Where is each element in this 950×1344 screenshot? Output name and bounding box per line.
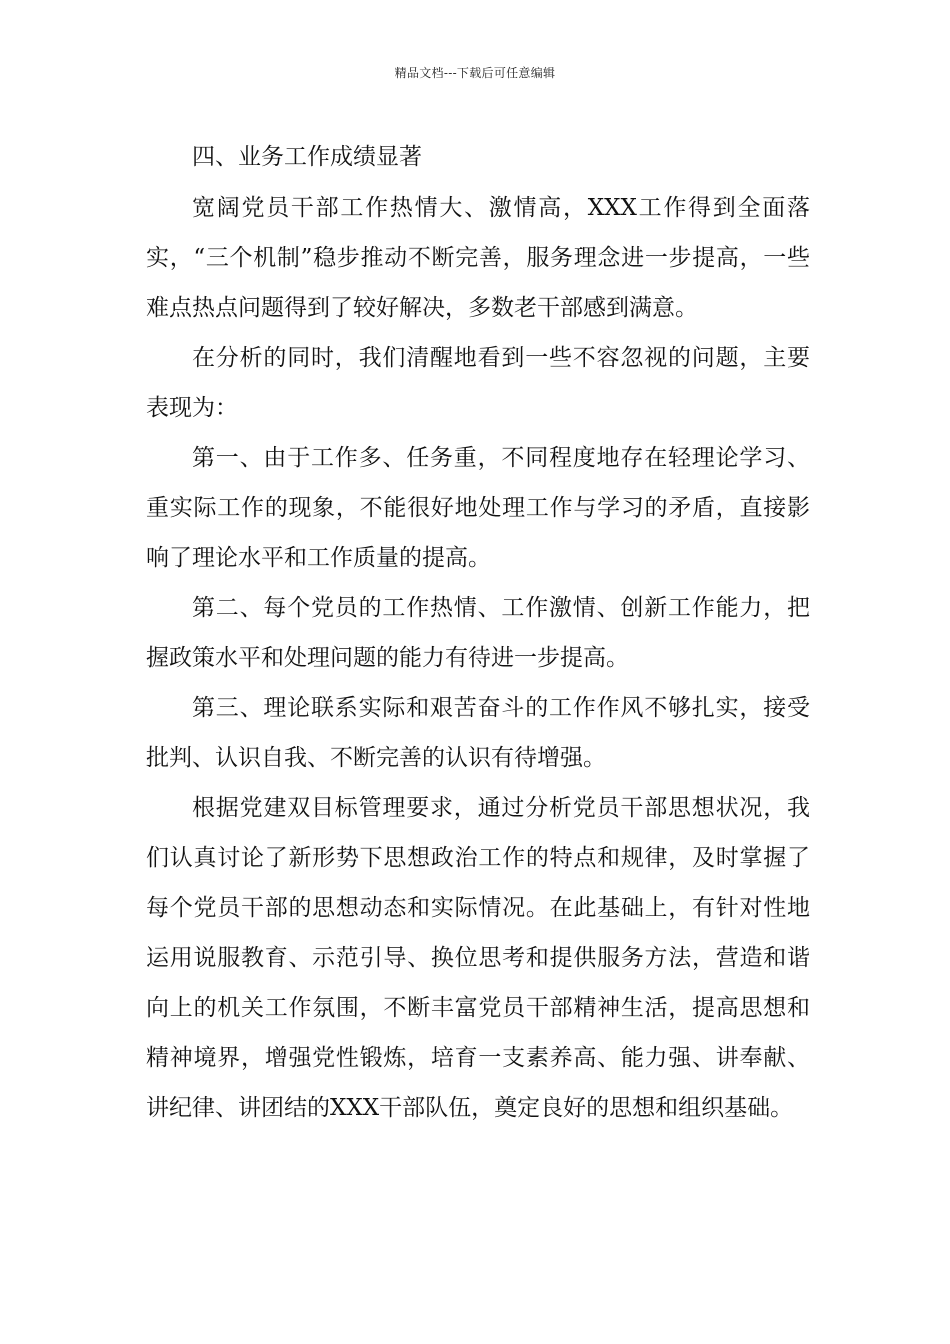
section-heading: 四、业务工作成绩显著 xyxy=(192,144,422,170)
paragraph-problem-first: 第一、由于工作多、任务重，不同程度地存在轻理论学习、重实际工作的现象，不能很好地处理工作与学习的矛盾，直接影响了理论水平和工作质量的提高。 xyxy=(146,445,810,571)
page-header: 精品文档---下载后可任意编辑 xyxy=(394,66,556,80)
paragraph-problem-second: 第二、每个党员的工作热情、工作激情、创新工作能力，把握政策水平和处理问题的能力有待进一步提高。 xyxy=(146,595,810,671)
paragraph-problem-third: 第三、理论联系实际和艰苦奋斗的工作作风不够扎实，接受批判、认识自我、不断完善的认识有待增强。 xyxy=(146,695,810,771)
paragraph-achievements: 宽阔党员干部工作热情大、激情高，XXX工作得到全面落实，“三个机制”稳步推动不断完善，服务理念进一步提高，一些难点热点问题得到了较好解决，多数老干部感到满意。 xyxy=(146,195,810,321)
paragraph-problems-intro: 在分析的同时，我们清醒地看到一些不容忽视的问题，主要表现为： xyxy=(146,345,810,421)
document-body xyxy=(146,132,810,1133)
paragraph-measures: 根据党建双目标管理要求，通过分析党员干部思想状况，我们认真讨论了新形势下思想政治工作的特点和规律，及时掌握了每个党员干部的思想动态和实际情况。在此基础上，有针对性地运用说服教育、示范引导、换位思考和提供服务方法，营造和谐向上的机关工作氛围，不断丰富党员干部精神生活，提高思想和精神境界，增强党性锻炼，培育一支素养高、能力强、讲奉献、讲纪律、讲团结的XXX干部队伍，奠定良好的思想和组织基础。 xyxy=(146,795,810,1121)
